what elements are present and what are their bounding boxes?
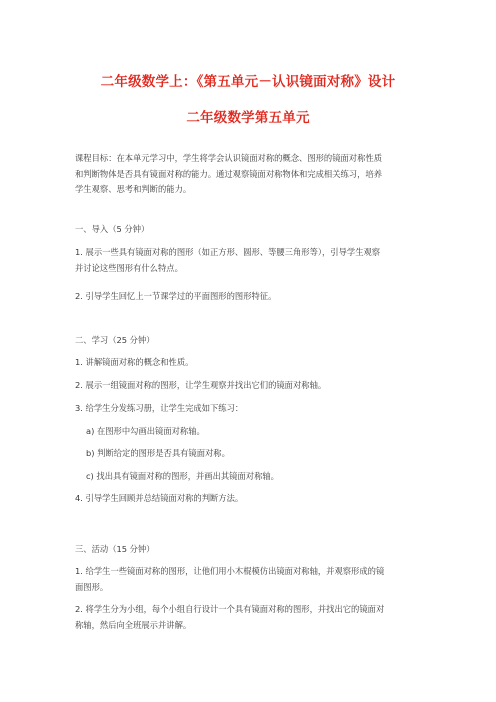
exercise-a: a) 在图形中勾画出镜面对称轴。: [86, 426, 205, 436]
text-line: 1. 给学生一些镜面对称的图形，让他们用小木棍模仿出镜面对称轴，并观察形成的镜: [75, 566, 385, 576]
section-heading-study: 二、学习（25 分钟）: [75, 335, 155, 345]
exercise-c: c) 找出具有镜面对称的图形，并画出其镜面对称轴。: [86, 471, 279, 481]
section-heading-activity: 三、活动（15 分钟）: [75, 544, 155, 554]
text-line: 课程目标：在本单元学习中，学生将学会认识镜面对称的概念、图形的镜面对称性质: [75, 153, 382, 163]
text-line: 2. 将学生分为小组，每个小组自行设计一个具有镜面对称的图形，并找出它的镜面对: [75, 604, 385, 614]
document-title: 二年级数学上：《第五单元－认识镜面对称》设计: [100, 74, 396, 90]
text-line: 并讨论这些图形有什么特点。: [75, 262, 183, 273]
activity-item-1: [75, 564, 423, 595]
course-goal-paragraph: [75, 151, 423, 198]
study-item-1: 1. 讲解镜面对称的概念和性质。: [75, 357, 194, 367]
text-line: 称轴，然后向全班展示并讲解。: [75, 619, 192, 630]
study-item-4: 4. 引导学生回顾并总结镜面对称的判断方法。: [75, 493, 244, 503]
study-item-3: 3. 给学生分发练习册，让学生完成如下练习：: [75, 403, 244, 413]
section-heading-intro: 一、导入（5 分钟）: [75, 224, 150, 234]
text-line: 面图形。: [75, 581, 109, 592]
study-item-2: 2. 展示一组镜面对称的图形，让学生观察并找出它们的镜面对称轴。: [75, 380, 327, 390]
exercise-b: b) 判断给定的图形是否具有镜面对称。: [86, 448, 230, 458]
intro-item-1: [75, 245, 423, 276]
text-line: 和判断物体是否具有镜面对称的能力。通过观察镜面对称物体和完成相关练习，培养: [75, 168, 382, 179]
document-subtitle: 二年级数学第五单元: [186, 110, 310, 126]
text-line: 1. 展示一些具有镜面对称的图形（如正方形、圆形、等腰三角形等），引导学生观察: [75, 247, 381, 257]
activity-item-2: [75, 602, 423, 633]
text-line: 学生观察、思考和判断的能力。: [75, 184, 192, 194]
intro-item-2: 2. 引导学生回忆上一节课学过的平面图形的图形特征。: [75, 291, 277, 301]
